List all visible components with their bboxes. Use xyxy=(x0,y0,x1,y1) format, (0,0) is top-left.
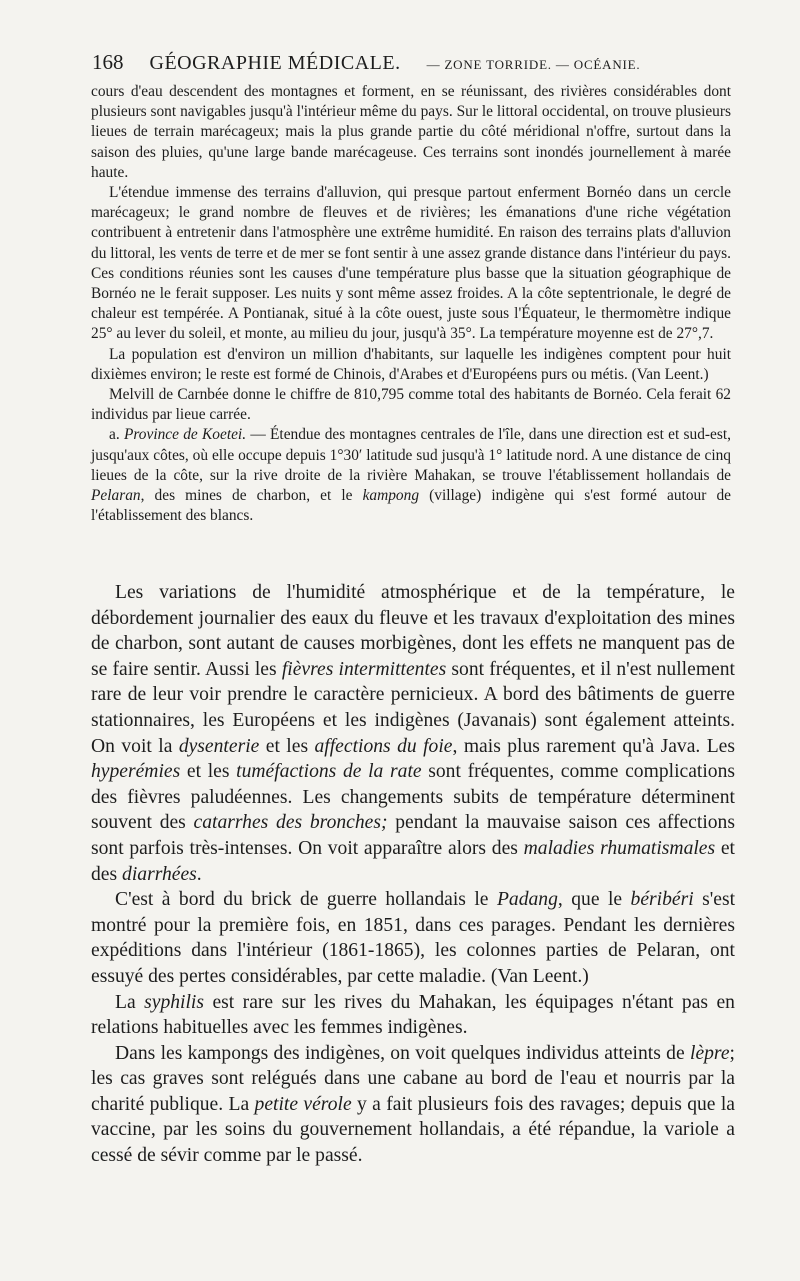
text-run: et les xyxy=(180,761,237,783)
italic-term: tuméfactions de la rate xyxy=(236,761,422,783)
text-run: s'est montré pour la première fois, en 1851, dans ces parages. Pendant les dernières expéditions dans l'intérieur (1861-1865), les colonnes parties de Pelaran, ont essuyé des pertes considérables, par cette maladie. (Van Leent.) xyxy=(91,889,736,987)
italic-term: petite vérole xyxy=(254,1093,352,1115)
running-header xyxy=(92,50,732,78)
text-run: Dans les kampongs des indigènes, on voit quelques individus atteints de xyxy=(115,1042,690,1064)
text-run: , mais plus rarement qu'à Java. Les xyxy=(452,735,735,757)
italic-term: affections du foie xyxy=(314,735,453,757)
footnote-block xyxy=(91,82,731,526)
italic-term: maladies rhumatismales xyxy=(523,837,716,859)
italic-term: Padang xyxy=(496,889,558,911)
page-number: 168 xyxy=(92,50,124,74)
running-subtitle: — ZONE TORRIDE. — OCÉANIE. xyxy=(426,57,641,72)
text-run: sont fréquentes, comme complications des fièvres paludéennes. Les changements subits de température déterminent souvent des xyxy=(91,761,736,834)
text-run: , que le xyxy=(557,889,631,911)
text-run: C'est à bord du brick de guerre hollandais le xyxy=(115,889,497,911)
text-run: . xyxy=(196,863,202,885)
footnote-paragraph xyxy=(91,82,731,183)
italic-term: Province de Koetei. xyxy=(123,426,247,444)
footnote-paragraph xyxy=(91,183,731,345)
text-run: sont fréquentes, et il n'est nullement rare de leur voir prendre le caractère pernicieux. A bord des bâtiments de guerre stationnaires, les Européens et les indigènes (Javanais) sont également atteints. On voit la xyxy=(91,658,735,757)
italic-term: dysenterie xyxy=(178,735,260,757)
italic-term: béribéri xyxy=(630,889,694,911)
footnote-paragraph xyxy=(91,385,731,425)
text-run: y a fait plusieurs fois des ravages; depuis que la vaccine, par les soins du gouvernement hollandais, a été répandue, la variole a cessé de sévir comme par le passé. xyxy=(91,1093,735,1167)
main-text-block xyxy=(91,580,735,1169)
text-run: , des mines de charbon, et le xyxy=(140,487,363,505)
body-paragraph xyxy=(91,1041,735,1169)
italic-term: lèpre xyxy=(690,1042,730,1064)
text-run: pendant la mauvaise saison ces affections sont parfois très-intenses. On voit apparaître alors des xyxy=(91,812,735,859)
italic-term: kampong xyxy=(362,487,420,505)
body-paragraph xyxy=(91,580,735,887)
text-run: cours d'eau descendent des montagnes et forment, en se réunissant, des rivières considérables dont plusieurs sont navigables jusqu'à l'intérieur même du pays. Sur le littoral occidental, on trouve plusieurs lieues de terrain marécageux; mais la plus grande partie du côté méridional n'offre, surtout dans la saison des pluies, qu'une large bande marécageuse. Ces terrains sont inondés journellement à marée haute. xyxy=(91,83,731,181)
italic-term: Pelaran xyxy=(91,487,141,505)
italic-term: catarrhes des bronches; xyxy=(193,812,388,834)
text-run: L'étendue immense des terrains d'alluvion, qui presque partout enferment Bornéo dans un cercle marécageux; le grand nombre de fleuves et de rivières; les émanations d'une riche végétation contribuent à entretenir dans l'atmosphère une extrême humidité. En raison des terrains plats d'alluvion du littoral, les vents de terre et de mer se font sentir à une assez grande distance dans l'intérieur du pays. Ces conditions réunies sont les causes d'une température plus basse que la situation géographique de Bornéo ne le ferait supposer. Les nuits y sont même assez froides. A la côte septentrionale, le degré de chaleur est tempérée. A Pontianak, situé à la côte ouest, juste sous l'Équateur, le thermomètre indique 25° au lever du soleil, et monte, au milieu du jour, jusqu'à 35°. La température moyenne est de 27°,7. xyxy=(91,184,731,343)
text-run: Melvill de Carnbée donne le chiffre de 810,795 comme total des habitants de Bornéo. Cela ferait 62 individus par lieue carrée. xyxy=(91,386,731,424)
italic-term: hyperémies xyxy=(91,761,181,783)
text-run: et les xyxy=(259,735,315,757)
italic-term: diarrhées xyxy=(122,863,197,885)
running-title: GÉOGRAPHIE MÉDICALE. xyxy=(149,52,401,74)
body-paragraph xyxy=(91,887,735,989)
text-run: ; les cas graves sont relégués dans une cabane au bord de l'eau et nourris par la charité publique. La xyxy=(91,1042,735,1115)
italic-term: syphilis xyxy=(144,991,204,1013)
text-run: — Étendue des montagnes centrales de l'île, dans une direction est et sud-est, jusqu'aux côtes, où elle occupe depuis 1°30′ latitude sud jusqu'à 1° latitude nord. A une distance de cinq lieues de la côte, sur la rive droite de la rivière Mahakan, se trouve l'établissement hollandais de xyxy=(91,426,731,484)
text-run: Les variations de l'humidité atmosphérique et de la température, le débordement journalier des eaux du fleuve et les travaux d'exploitation des mines de charbon, sont autant de causes morbigènes, dont les effets ne manquent pas de se faire sentir. Aussi les xyxy=(91,582,735,680)
text-run: et des xyxy=(91,837,735,885)
footnote-paragraph xyxy=(91,345,731,385)
text-run: La xyxy=(115,991,145,1013)
italic-term: fièvres intermittentes xyxy=(281,658,447,680)
text-run: est rare sur les rives du Mahakan, les équipages n'étant pas en relations habituelles avec les femmes indigènes. xyxy=(91,991,735,1039)
text-run: La population est d'environ un million d'habitants, sur laquelle les indigènes comptent pour huit dixièmes environ; le reste est formé de Chinois, d'Arabes et d'Européens purs ou métis. (Van Leent.) xyxy=(91,345,731,383)
text-run: a. xyxy=(109,426,124,444)
text-run: (village) indigène qui s'est formé autour de l'établissement des blancs. xyxy=(91,487,731,525)
footnote-paragraph xyxy=(91,425,731,526)
body-paragraph xyxy=(91,990,735,1041)
